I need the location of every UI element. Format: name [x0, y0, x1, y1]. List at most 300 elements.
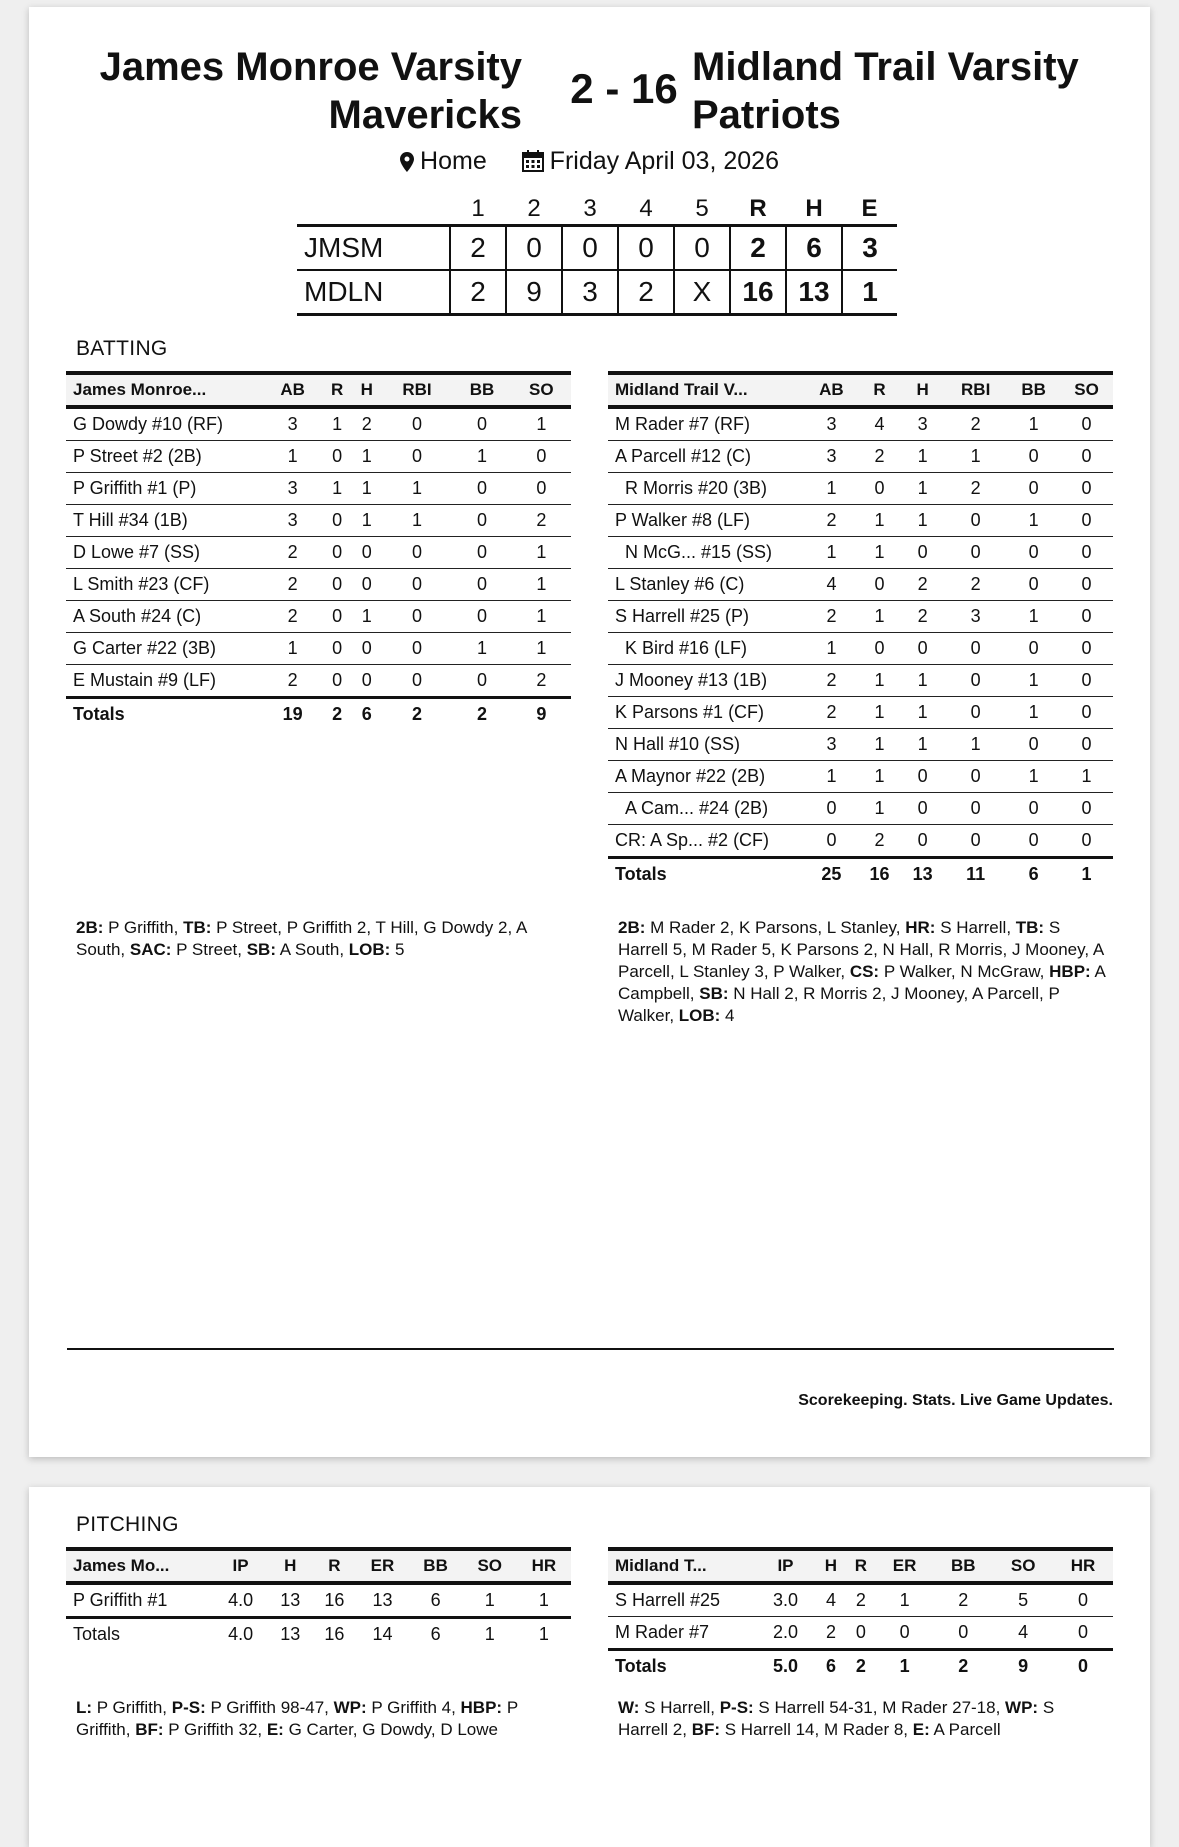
away-batting-stat: 1 — [901, 505, 944, 537]
inning-runs: 2 — [618, 270, 674, 315]
home-pitching-col-header: HR — [517, 1549, 571, 1583]
away-batting-table — [608, 371, 1113, 890]
home-batting-stat: 1 — [352, 441, 382, 473]
home-batting-stat: 1 — [263, 633, 322, 665]
away-batting-note-text: S Harrell 5, M Rader 5, K Parsons 2, N Hall, R Morris, J Mooney, A Parcell, L Stanley 3, P Walker, — [618, 918, 1104, 981]
linescore-row — [297, 270, 897, 315]
away-team-line1: Midland Trail Varsity — [692, 45, 1079, 89]
final-score: 2 - 16 — [570, 65, 678, 112]
home-batting-stat: 2 — [512, 505, 571, 537]
linescore-team: JMSM — [297, 226, 450, 271]
linescore-row — [297, 226, 897, 271]
away-batting-row — [608, 697, 1113, 729]
away-pitching-row — [608, 1617, 1113, 1650]
home-batting-stat: 2 — [352, 407, 382, 441]
away-batting-row — [608, 441, 1113, 473]
home-batting-stat: 0 — [512, 441, 571, 473]
total-hits: 6 — [786, 226, 842, 271]
away-batting-total: 13 — [901, 858, 944, 891]
home-batting-note-label: SB: — [246, 940, 276, 959]
away-batting-stat: 1 — [901, 697, 944, 729]
away-pitching-col-header: IP — [755, 1549, 816, 1583]
home-batting-stat: 0 — [382, 601, 453, 633]
home-batting-team-header: James Monroe... — [66, 373, 263, 407]
away-batting-note-label: SB: — [699, 984, 729, 1003]
away-batting-stat: 1 — [858, 601, 901, 633]
away-batting-row — [608, 761, 1113, 793]
away-batting-stat: 1 — [901, 665, 944, 697]
away-pitching-total: 2 — [846, 1650, 876, 1683]
away-batting-notes — [618, 917, 1108, 1027]
home-batting-player-name: L Smith #23 (CF) — [66, 569, 263, 601]
away-batting-player-name: K Bird #16 (LF) — [608, 633, 805, 665]
away-batting-note-text: M Rader 2, K Parsons, L Stanley, — [645, 918, 906, 937]
home-batting-total: 6 — [352, 698, 382, 731]
away-batting-stat: 1 — [805, 537, 858, 569]
away-batting-stat: 2 — [901, 569, 944, 601]
away-batting-stat: 0 — [1007, 729, 1060, 761]
away-batting-stat: 2 — [805, 505, 858, 537]
away-batting-stat: 0 — [858, 473, 901, 505]
home-batting-stat: 0 — [352, 537, 382, 569]
away-pitching-stat: 0 — [846, 1617, 876, 1650]
away-batting-stat: 1 — [901, 441, 944, 473]
home-batting-stat: 2 — [263, 537, 322, 569]
location — [400, 147, 494, 175]
home-batting-stat: 0 — [382, 537, 453, 569]
away-batting-player-name: N McG... #15 (SS) — [608, 537, 805, 569]
total-runs: 16 — [730, 270, 786, 315]
home-batting-stat: 1 — [512, 537, 571, 569]
away-batting-player-name: S Harrell #25 (P) — [608, 601, 805, 633]
away-batting-stat: 1 — [1007, 505, 1060, 537]
home-batting-row — [66, 407, 571, 441]
away-team-line2: Patriots — [692, 93, 841, 137]
home-batting-stat: 0 — [352, 633, 382, 665]
home-batting-notes — [76, 917, 576, 961]
away-batting-stat: 2 — [944, 569, 1007, 601]
home-batting-player-name: P Griffith #1 (P) — [66, 473, 263, 505]
away-batting-stat: 0 — [858, 633, 901, 665]
away-batting-player-name: R Morris #20 (3B) — [608, 473, 805, 505]
home-batting-stat: 1 — [382, 473, 453, 505]
home-batting-stat: 0 — [382, 407, 453, 441]
home-batting-total: 19 — [263, 698, 322, 731]
home-batting-total: 2 — [452, 698, 511, 731]
away-batting-row — [608, 825, 1113, 858]
home-batting-stat: 0 — [452, 569, 511, 601]
inning-header: 3 — [583, 195, 597, 222]
away-pitching-body — [608, 1583, 1113, 1682]
home-batting-stat: 2 — [512, 665, 571, 698]
total-errors: 1 — [842, 270, 897, 315]
away-batting-stat: 2 — [858, 825, 901, 858]
home-batting-stat: 0 — [352, 665, 382, 698]
away-batting-total: 11 — [944, 858, 1007, 891]
away-batting-stat: 0 — [1060, 825, 1113, 858]
away-pitching-total: 9 — [993, 1650, 1053, 1683]
away-pitching-col-header: R — [846, 1549, 876, 1583]
home-pitching-note-text: P Griffith 98-47, — [205, 1698, 334, 1717]
home-batting-stat: 0 — [322, 665, 352, 698]
away-batting-stat: 4 — [858, 407, 901, 441]
away-pitching-note-label: BF: — [691, 1720, 721, 1739]
away-batting-stat: 1 — [1007, 665, 1060, 697]
away-batting-stat: 1 — [1007, 407, 1060, 441]
home-batting-stat: 2 — [263, 569, 322, 601]
away-pitching-stat: 2 — [816, 1617, 846, 1650]
away-batting-stat: 0 — [1060, 601, 1113, 633]
away-batting-total: 6 — [1007, 858, 1060, 891]
away-pitching-col-header: H — [816, 1549, 846, 1583]
home-pitching-total: 1 — [463, 1618, 517, 1651]
away-batting-stat: 1 — [858, 761, 901, 793]
away-batting-row — [608, 407, 1113, 441]
away-batting-player-name: N Hall #10 (SS) — [608, 729, 805, 761]
away-batting-stat: 1 — [858, 793, 901, 825]
home-pitching-note-label: WP: — [333, 1698, 367, 1717]
away-pitching-note-text: S Harrell 54-31, M Rader 27-18, — [753, 1698, 1006, 1717]
away-batting-player-name: CR: A Sp... #2 (CF) — [608, 825, 805, 858]
game-meta — [29, 147, 1150, 176]
away-pitching-col-header: SO — [993, 1549, 1053, 1583]
away-batting-note-text: P Walker, N McGraw, — [879, 962, 1050, 981]
home-pitching-head — [66, 1549, 571, 1583]
away-batting-stat: 0 — [944, 697, 1007, 729]
away-batting-stat: 3 — [805, 729, 858, 761]
home-batting-player-name: G Carter #22 (3B) — [66, 633, 263, 665]
home-batting-note-label: LOB: — [348, 940, 391, 959]
away-pitching-total: 6 — [816, 1650, 846, 1683]
date-text: Friday April 03, 2026 — [549, 147, 779, 175]
away-batting-stat: 0 — [901, 537, 944, 569]
home-batting-col-header: H — [352, 373, 382, 407]
home-batting-col-header: SO — [512, 373, 571, 407]
home-pitching-note-label: L: — [76, 1698, 93, 1717]
home-batting-stat: 1 — [263, 441, 322, 473]
home-batting-player-name: E Mustain #9 (LF) — [66, 665, 263, 698]
away-pitching-col-header: HR — [1053, 1549, 1113, 1583]
home-batting-total: 2 — [322, 698, 352, 731]
away-batting-row — [608, 601, 1113, 633]
away-pitching-stat: 2 — [933, 1583, 993, 1617]
home-batting-stat: 2 — [263, 665, 322, 698]
away-batting-total: 25 — [805, 858, 858, 891]
away-pitching-stat: 2 — [846, 1583, 876, 1617]
away-batting-col-header: R — [858, 373, 901, 407]
away-batting-stat: 0 — [1007, 537, 1060, 569]
away-batting-row — [608, 569, 1113, 601]
home-batting-stat: 1 — [512, 407, 571, 441]
away-batting-stat: 2 — [944, 473, 1007, 505]
home-batting-stat: 3 — [263, 473, 322, 505]
away-batting-stat: 0 — [1060, 473, 1113, 505]
away-batting-stat: 3 — [805, 441, 858, 473]
home-batting-note-label: TB: — [183, 918, 212, 937]
inning-runs: 2 — [450, 226, 506, 271]
away-batting-row — [608, 537, 1113, 569]
pitching-card — [29, 1487, 1150, 1847]
home-pitching-player-name: P Griffith #1 — [66, 1583, 213, 1618]
away-pitching-stat: 4 — [816, 1583, 846, 1617]
home-pitching-col-header: SO — [463, 1549, 517, 1583]
home-team-name — [100, 43, 522, 139]
home-team-line1: James Monroe Varsity — [99, 45, 522, 89]
away-batting-note-label: 2B: — [618, 918, 646, 937]
home-batting-stat: 0 — [382, 569, 453, 601]
away-batting-stat: 0 — [1007, 473, 1060, 505]
batting-title: BATTING — [76, 337, 168, 360]
home-batting-stat: 0 — [452, 537, 511, 569]
home-pitching-total: 13 — [268, 1618, 312, 1651]
away-batting-stat: 2 — [901, 601, 944, 633]
away-pitching-totals-row — [608, 1650, 1113, 1683]
away-pitching-total: 2 — [933, 1650, 993, 1683]
home-batting-col-header: RBI — [382, 373, 453, 407]
away-batting-stat: 0 — [1060, 441, 1113, 473]
away-batting-player-name: A Maynor #22 (2B) — [608, 761, 805, 793]
away-batting-stat: 2 — [805, 665, 858, 697]
home-team-line2: Mavericks — [328, 93, 522, 137]
away-batting-col-header: RBI — [944, 373, 1007, 407]
home-batting-row — [66, 569, 571, 601]
home-batting-stat: 0 — [452, 665, 511, 698]
away-pitching-note-label: P-S: — [719, 1698, 754, 1717]
home-batting-col-header: BB — [452, 373, 511, 407]
away-pitching-player-name: M Rader #7 — [608, 1617, 755, 1650]
total-errors: 3 — [842, 226, 897, 271]
away-batting-stat: 1 — [805, 761, 858, 793]
away-batting-stat: 0 — [944, 825, 1007, 858]
away-batting-head — [608, 373, 1113, 407]
away-batting-stat: 0 — [901, 793, 944, 825]
location-text: Home — [420, 147, 487, 175]
home-pitching-note-label: P-S: — [171, 1698, 206, 1717]
home-batting-stat: 1 — [452, 441, 511, 473]
away-batting-stat: 2 — [858, 441, 901, 473]
away-pitching-total: 5.0 — [755, 1650, 816, 1683]
home-batting-col-header: R — [322, 373, 352, 407]
away-batting-stat: 0 — [1060, 569, 1113, 601]
home-pitching-note-text: P Griffith, — [76, 1698, 518, 1739]
away-batting-stat: 0 — [805, 793, 858, 825]
away-batting-stat: 1 — [944, 441, 1007, 473]
home-batting-stat: 1 — [452, 633, 511, 665]
home-batting-stat: 0 — [452, 407, 511, 441]
away-batting-stat: 1 — [1007, 601, 1060, 633]
home-batting-note-text: P Street, P Griffith 2, T Hill, G Dowdy 2, A South, — [76, 918, 527, 959]
inning-runs: 0 — [618, 226, 674, 271]
away-batting-stat: 0 — [944, 665, 1007, 697]
away-batting-stat: 2 — [805, 697, 858, 729]
away-pitching-col-header: ER — [876, 1549, 934, 1583]
home-batting-stat: 0 — [322, 601, 352, 633]
away-pitching-col-header: BB — [933, 1549, 993, 1583]
away-pitching-note-label: WP: — [1005, 1698, 1039, 1717]
home-pitching-total: 1 — [517, 1618, 571, 1651]
away-batting-row — [608, 793, 1113, 825]
inning-runs: 2 — [450, 270, 506, 315]
home-batting-table — [66, 371, 571, 730]
home-batting-note-text: A South, — [276, 940, 349, 959]
away-batting-row — [608, 633, 1113, 665]
home-pitching-stat: 16 — [312, 1583, 356, 1618]
away-batting-col-header: AB — [805, 373, 858, 407]
away-batting-stat: 3 — [944, 601, 1007, 633]
home-batting-stat: 0 — [322, 633, 352, 665]
away-pitching-table — [608, 1547, 1113, 1682]
inning-header: 4 — [639, 195, 653, 222]
away-batting-col-header: BB — [1007, 373, 1060, 407]
away-batting-player-name: M Rader #7 (RF) — [608, 407, 805, 441]
home-batting-note-text: 5 — [390, 940, 405, 959]
home-batting-stat: 0 — [452, 473, 511, 505]
home-pitching-note-text: P Griffith, — [92, 1698, 172, 1717]
away-batting-stat: 3 — [805, 407, 858, 441]
home-pitching-col-header: ER — [356, 1549, 408, 1583]
home-batting-stat: 0 — [452, 601, 511, 633]
away-batting-stat: 0 — [1060, 665, 1113, 697]
home-pitching-notes — [76, 1697, 576, 1741]
home-pitching-stat: 1 — [463, 1583, 517, 1618]
away-batting-note-text: N Hall 2, R Morris 2, J Mooney, A Parcell, P Walker, — [618, 984, 1060, 1025]
home-pitching-body — [66, 1583, 571, 1650]
away-batting-stat: 4 — [805, 569, 858, 601]
away-batting-player-name: A Parcell #12 (C) — [608, 441, 805, 473]
away-batting-header-row — [608, 373, 1113, 407]
home-pitching-note-label: BF: — [135, 1720, 164, 1739]
home-pitching-col-header: IP — [213, 1549, 268, 1583]
inning-runs: 0 — [674, 226, 730, 271]
home-batting-stat: 1 — [512, 601, 571, 633]
home-pitching-note-text: P Griffith 32, — [163, 1720, 267, 1739]
away-batting-stat: 1 — [1007, 761, 1060, 793]
home-batting-header-row — [66, 373, 571, 407]
away-batting-stat: 1 — [858, 537, 901, 569]
home-batting-stat: 0 — [382, 441, 453, 473]
home-batting-stat: 0 — [512, 473, 571, 505]
inning-runs: 9 — [506, 270, 562, 315]
away-batting-stat: 0 — [1060, 633, 1113, 665]
home-batting-col-header: AB — [263, 373, 322, 407]
away-pitching-note-label: W: — [618, 1698, 640, 1717]
rhe-header: E — [861, 195, 878, 222]
home-pitching-col-header: BB — [409, 1549, 463, 1583]
home-pitching-stat: 4.0 — [213, 1583, 268, 1618]
boxscore-card — [29, 7, 1150, 1457]
away-batting-stat: 0 — [1060, 697, 1113, 729]
home-batting-stat: 0 — [382, 665, 453, 698]
away-batting-stat: 0 — [944, 793, 1007, 825]
home-pitching-totals-row — [66, 1618, 571, 1651]
away-pitching-header-row — [608, 1549, 1113, 1583]
away-batting-stat: 0 — [901, 825, 944, 858]
away-batting-total: 16 — [858, 858, 901, 891]
away-batting-total: 1 — [1060, 858, 1113, 891]
away-pitching-stat: 0 — [876, 1617, 934, 1650]
away-pitching-note-text: A Parcell — [929, 1720, 1001, 1739]
away-batting-stat: 0 — [1060, 729, 1113, 761]
away-batting-stat: 1 — [1007, 697, 1060, 729]
home-batting-row — [66, 537, 571, 569]
home-batting-stat: 0 — [382, 633, 453, 665]
away-batting-body — [608, 407, 1113, 890]
home-batting-stat: 2 — [263, 601, 322, 633]
home-batting-note-label: 2B: — [76, 918, 104, 937]
home-batting-note-text: P Griffith, — [103, 918, 184, 937]
calendar-icon — [522, 150, 544, 172]
away-batting-stat: 1 — [1060, 761, 1113, 793]
away-batting-stat: 1 — [901, 473, 944, 505]
away-pitching-stat: 4 — [993, 1617, 1053, 1650]
home-batting-stat: 0 — [322, 505, 352, 537]
home-pitching-total: 14 — [356, 1618, 408, 1651]
home-batting-player-name: D Lowe #7 (SS) — [66, 537, 263, 569]
away-batting-stat: 2 — [805, 601, 858, 633]
home-batting-row — [66, 441, 571, 473]
away-batting-note-text: S Harrell, — [935, 918, 1016, 937]
away-batting-stat: 0 — [901, 633, 944, 665]
away-batting-stat: 1 — [858, 665, 901, 697]
away-batting-stat: 2 — [944, 407, 1007, 441]
inning-header: 2 — [527, 195, 541, 222]
away-batting-row — [608, 473, 1113, 505]
home-batting-total: 2 — [382, 698, 453, 731]
away-batting-totals-label: Totals — [608, 858, 805, 891]
home-pitching-stat: 6 — [409, 1583, 463, 1618]
home-pitching-col-header: R — [312, 1549, 356, 1583]
home-batting-totals-label: Totals — [66, 698, 263, 731]
away-pitching-player-name: S Harrell #25 — [608, 1583, 755, 1617]
away-batting-note-label: CS: — [849, 962, 880, 981]
home-batting-row — [66, 505, 571, 537]
home-pitching-total: 6 — [409, 1618, 463, 1651]
away-batting-player-name: J Mooney #13 (1B) — [608, 665, 805, 697]
home-batting-stat: 1 — [512, 569, 571, 601]
away-pitching-note-label: E: — [912, 1720, 930, 1739]
away-pitching-note-text: S Harrell 14, M Rader 8, — [720, 1720, 913, 1739]
inning-runs: 0 — [506, 226, 562, 271]
away-batting-stat: 1 — [805, 473, 858, 505]
away-batting-stat: 0 — [1060, 537, 1113, 569]
home-pitching-total: 4.0 — [213, 1618, 268, 1651]
away-batting-player-name: K Parsons #1 (CF) — [608, 697, 805, 729]
home-pitching-team-header: James Mo... — [66, 1549, 213, 1583]
home-batting-player-name: T Hill #34 (1B) — [66, 505, 263, 537]
away-batting-stat: 0 — [1007, 793, 1060, 825]
away-batting-player-name: A Cam... #24 (2B) — [608, 793, 805, 825]
linescore-team-header — [297, 194, 450, 226]
away-pitching-total: 0 — [1053, 1650, 1113, 1683]
away-batting-row — [608, 729, 1113, 761]
away-batting-stat: 0 — [1060, 505, 1113, 537]
away-batting-stat: 1 — [858, 697, 901, 729]
home-batting-stat: 1 — [352, 505, 382, 537]
away-batting-col-header: H — [901, 373, 944, 407]
home-batting-stat: 3 — [263, 407, 322, 441]
away-batting-stat: 0 — [1007, 569, 1060, 601]
home-pitching-stat: 1 — [517, 1583, 571, 1618]
away-batting-row — [608, 505, 1113, 537]
home-batting-stat: 0 — [452, 505, 511, 537]
tagline: Scorekeeping. Stats. Live Game Updates. — [798, 1392, 1113, 1409]
away-batting-stat: 0 — [1007, 633, 1060, 665]
away-pitching-stat: 3.0 — [755, 1583, 816, 1617]
home-batting-row — [66, 633, 571, 665]
away-pitching-stat: 1 — [876, 1583, 934, 1617]
away-batting-stat: 0 — [858, 569, 901, 601]
away-batting-note-label: HBP: — [1049, 962, 1091, 981]
